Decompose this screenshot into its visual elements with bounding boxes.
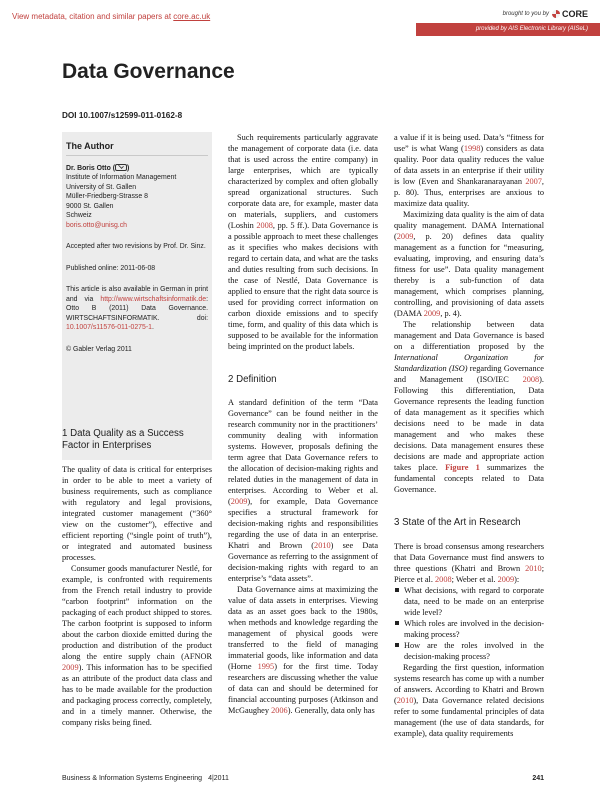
affiliation-line: Schweiz bbox=[66, 212, 92, 219]
text: International Organization for Standardization (ISO) bbox=[394, 353, 544, 373]
availability-text: . bbox=[151, 324, 154, 331]
wirtschaftsinformatik-link[interactable]: http://www.wirtschaftsinformatik.de bbox=[100, 295, 207, 303]
text: ) see Data Governance as referring to the assignment of decision-making rights with regard to an enterprise’s “data assets”. bbox=[228, 541, 379, 583]
copyright: © Gabler Verlag 2011 bbox=[66, 345, 132, 353]
german-doi-link[interactable]: 10.1007/s11576-011-0275-1 bbox=[66, 324, 152, 331]
affiliation-line: Müller-Friedberg-Strasse 8 bbox=[66, 193, 148, 200]
section-3-heading: 3 State of the Art in Research bbox=[394, 517, 521, 528]
author-name-close: ) bbox=[127, 164, 130, 172]
accepted-note: Accepted after two revisions by Prof. Dr. Sinz. bbox=[66, 243, 206, 250]
text: ) considers as data quality. Poor data quality reduces the value of data assets in an enterprise if their utility is low (Even and Shankaranarayanan bbox=[394, 144, 544, 186]
affiliation-line: University of St. Gallen bbox=[66, 183, 137, 191]
paragraph bbox=[394, 319, 544, 495]
text: a value if it is being used. Data’s “fitness for use” is what Wang ( bbox=[394, 133, 544, 153]
provided-by-bar[interactable]: provided by AIS Electronic Library (AISeL) bbox=[416, 23, 600, 36]
text: ) for the first time. Today researchers are discussing whether the value of data can and should be determined for financial accounting purposes (Atkinson and McGaughey bbox=[228, 662, 378, 715]
text: A standard definition of the term “Data Governance” can be found neither in the research community nor in the practitioners’ community dealing with information systems. However, proposals defining the term agree that Data Governance refers to the allocation of decision-making rights and related duties in the management of data in enterprises. According to Weber et al. ( bbox=[228, 398, 378, 506]
citation-link[interactable]: 2010 bbox=[525, 564, 542, 573]
text: Maximizing data quality is the aim of data quality management. DAMA International ( bbox=[394, 210, 544, 241]
text: ). Following this differentiation, Data Governance represents the leading function of data management as it specifies which decisions need to be made in data management and who makes these decisions. Data management ensures these decisions are made and appropriate action takes place. bbox=[394, 375, 544, 472]
doi: DOI 10.1007/s12599-011-0162-8 bbox=[62, 111, 183, 120]
citation-link[interactable]: 2008 bbox=[522, 375, 540, 384]
availability-note bbox=[66, 285, 208, 333]
question-list bbox=[394, 585, 544, 662]
core-logo-icon bbox=[552, 10, 560, 18]
citation-link[interactable]: 2007 bbox=[525, 177, 542, 186]
author-name-text: Dr. Boris Otto ( bbox=[66, 164, 116, 172]
paragraph bbox=[62, 563, 212, 728]
citation-link[interactable]: 2009 bbox=[62, 663, 79, 672]
page-footer bbox=[62, 775, 544, 787]
affiliation-line: Institute of Information Management bbox=[66, 174, 177, 181]
column-2 bbox=[228, 132, 378, 716]
citation-link[interactable]: 2009 bbox=[230, 497, 248, 506]
brought-text: brought to you by bbox=[502, 11, 549, 17]
text: , pp. 5 ff.). Data Governance is a possible approach to meet these challenges as it specifies who makes decisions with regard to certain data, and what are the tasks and duties resulting from such decisions. In the case of Nestlé, Data Governance is applied to ensure that the right data source is used for providing correct information on carbon dioxide emissions and to specify time, form, and quality of this data which is supposed to be available for the information being imprinted on the product labels. bbox=[228, 221, 378, 351]
citation-link[interactable]: 2010 bbox=[314, 541, 331, 550]
text: Regarding the first question, information systems research has come up with a number of answers. According to Khatri and Brown ( bbox=[394, 663, 544, 705]
core-logo[interactable] bbox=[552, 9, 588, 19]
paragraph bbox=[394, 662, 544, 739]
article-title: Data Governance bbox=[62, 60, 235, 83]
author-email-link[interactable]: boris.otto@unisg.ch bbox=[66, 221, 128, 229]
metadata-link[interactable] bbox=[12, 12, 210, 21]
author-box-title: The Author bbox=[66, 142, 208, 156]
author-box bbox=[62, 132, 212, 460]
availability-text: This article is also available in German in print and via bbox=[66, 286, 208, 303]
figure-link[interactable]: Figure 1 bbox=[445, 463, 480, 472]
text: Such requirements particularly aggravate the management of corporate data (i.e. data that is used across the entire company) in large enterprises, which are typically characterized by complex and often globally spread organizational structures. Such corporate data are, for example, master data on materials, suppliers, and customers (Loshin bbox=[228, 133, 378, 230]
text: , p. 20) defines data quality management as a function for “measuring, evaluating, improving, and ensuring data’s fitness for use”. Data quality management thereby is a sub-function of data management, which comprises planning, controlling, and provisioning of data assets (DAMA bbox=[394, 232, 544, 318]
text: ). Generally, data only has bbox=[287, 706, 375, 715]
citation-link[interactable]: 2008 bbox=[256, 221, 273, 230]
text: ). This information has to be specified as an attribute of the product data class and has to be made available for the production and packaging process correctly, completely, and in a timely manner. Otherwise, the company risks being fined. bbox=[62, 663, 212, 727]
top-banner bbox=[0, 0, 600, 46]
text: ; Weber et al. bbox=[451, 575, 498, 584]
section-1-heading: 1 Data Quality as a Success Factor in Enterprises bbox=[62, 428, 184, 451]
paragraph bbox=[228, 584, 378, 716]
text: regarding Governance and Management (ISO/IEC bbox=[394, 364, 544, 384]
text: ; Pierce et al. bbox=[394, 564, 544, 584]
journal-name: Business & Information Systems Engineering bbox=[62, 775, 203, 782]
column-1 bbox=[62, 428, 212, 728]
paragraph: The quality of data is critical for enterprises in order to be able to meet a variety of business requirements, such as compliance with regulatory and legal provisions, integrated customer management (“360° view on the customer”), effective and efficient reporting (“single point of truth”), or integrated and automated business processes. bbox=[62, 465, 212, 562]
author-name bbox=[66, 164, 208, 174]
affiliation-line: 9000 St. Gallen bbox=[66, 202, 114, 210]
paragraph bbox=[228, 132, 378, 352]
published-date: Published online: 2011-06-08 bbox=[66, 264, 156, 272]
metadata-text: View metadata, citation and similar papers at bbox=[12, 12, 174, 21]
text: Consumer goods manufacturer Nestlé, for example, is confronted with requirements from the French retail industry to provide “carbon footprint” information on the packaging of each product shipped to stores. The carbon footprint is supposed to inform about the carbon dioxide emitted during the production and distribution of the product along the entire supply chain (AFNOR bbox=[62, 564, 212, 661]
text: , p. 4). bbox=[440, 309, 462, 318]
citation-link[interactable]: 2009 bbox=[423, 309, 441, 318]
text: The relationship between data management and Data Governance is based on a differentiation proposed by the bbox=[394, 320, 544, 351]
citation-link[interactable]: 2010 bbox=[396, 696, 414, 705]
paragraph bbox=[394, 209, 544, 319]
page-number: 241 bbox=[532, 775, 544, 782]
citation-link[interactable]: 2009 bbox=[497, 575, 515, 584]
citation-link[interactable]: 1998 bbox=[463, 144, 481, 153]
availability-text: : Otto B (2011) Data Governance. WIRTSCHAFTSINFORMATIK. doi: bbox=[66, 295, 208, 322]
text: , p. 80). Thus, enterprises are anxious to maximize data quality. bbox=[394, 177, 544, 208]
list-item: What decisions, with regard to corporate data, need to be made on an enterprise wide level? bbox=[394, 585, 544, 618]
paragraph bbox=[394, 541, 544, 585]
citation-link[interactable]: 2008 bbox=[435, 575, 452, 584]
text: Data Governance aims at maximizing the value of data assets in enterprises. Viewing data as an asset goes back to the 1980s, when methods and knowledge regarding the management of physical goods were transferred to the field of managing immaterial goods, like information and data (Horne bbox=[228, 585, 378, 671]
citation-link[interactable]: 2006 bbox=[271, 706, 288, 715]
text: ), Data Governance related decisions refer to some fundamental principles of data management (the use of data standards, for example), data quality requirements bbox=[394, 696, 544, 738]
list-item: Which roles are involved in the decision-making process? bbox=[394, 618, 544, 640]
footer-journal bbox=[62, 775, 229, 782]
list-item: How are the roles involved in the decision-making process? bbox=[394, 640, 544, 662]
envelope-icon[interactable] bbox=[115, 164, 130, 172]
text: ): bbox=[514, 575, 520, 584]
text: There is broad consensus among researchers that Data Governance must find answers to three questions (Khatri and Brown bbox=[394, 542, 544, 573]
core-logo-text: CORE bbox=[561, 9, 588, 19]
text: summarizes the fundamental concepts related to Data Governance. bbox=[394, 463, 544, 494]
brought-by bbox=[503, 9, 588, 19]
paragraph bbox=[228, 397, 378, 584]
journal-issue: 4|2011 bbox=[208, 775, 229, 782]
core-link[interactable]: core.ac.uk bbox=[173, 12, 211, 21]
citation-link[interactable]: 2009 bbox=[396, 232, 414, 241]
paragraph bbox=[394, 132, 544, 209]
citation-link[interactable]: 1995 bbox=[257, 662, 275, 671]
text: ), for example, Data Governance specifies a structural framework for decision-making rights and responsibilities regarding the use of data in an enterprise. Khatri and Brown ( bbox=[228, 497, 378, 550]
section-2-heading: 2 Definition bbox=[228, 374, 277, 385]
column-3 bbox=[394, 132, 544, 739]
